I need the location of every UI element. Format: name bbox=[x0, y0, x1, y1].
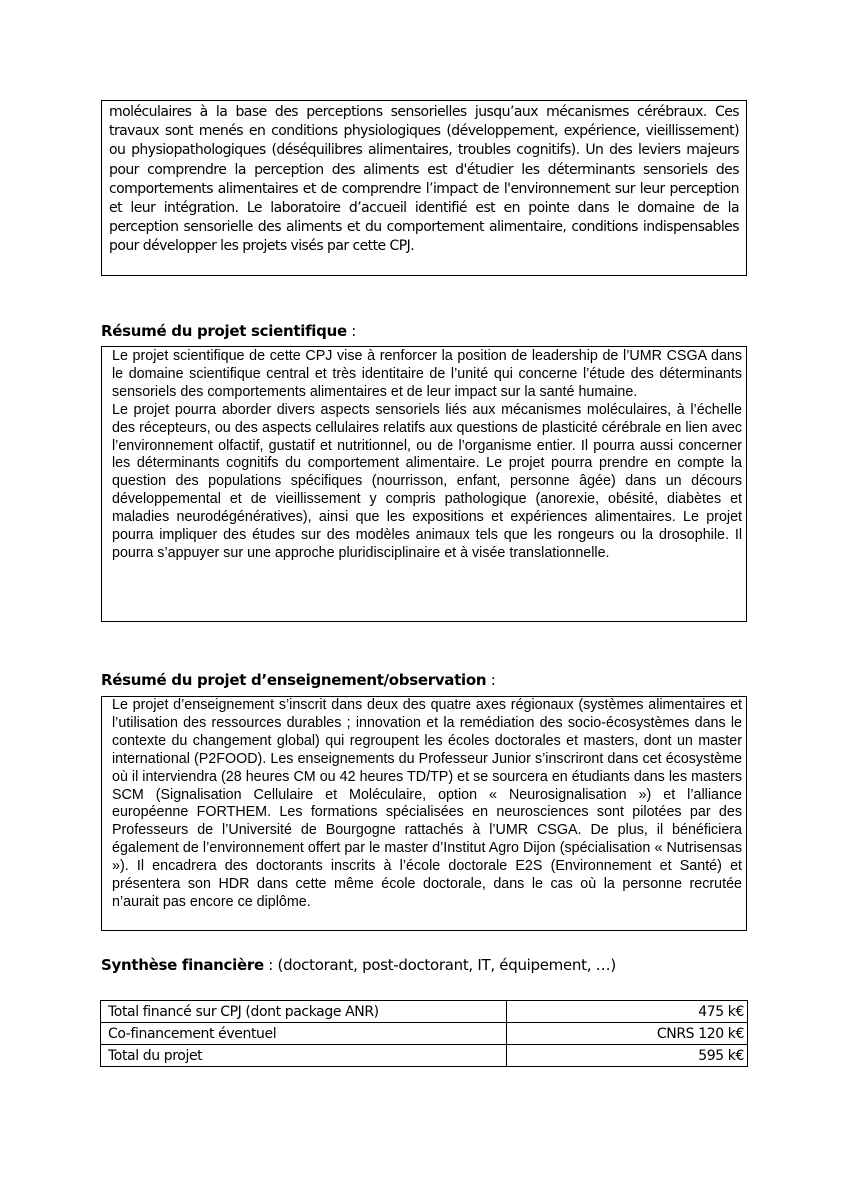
finance-heading-title: Synthèse financière bbox=[101, 956, 264, 974]
row-label: Co-financement éventuel bbox=[101, 1023, 507, 1045]
teaching-project-heading bbox=[101, 671, 495, 689]
row-value: 595 k€ bbox=[507, 1045, 748, 1067]
intro-paragraph: moléculaires à la base des perceptions sensorielles jusqu’aux mécanismes cérébraux. Ces travaux sont menés en conditions physiologiques (développement, expérience, vieillissement) ou physiopathologiques (déséquilibres alimentaires, troubles cognitifs). Un des leviers majeurs pour comprendre la perception des aliments est d'étudier les déterminants sensoriels des comportements alimentaires et de comprendre l’impact de l'environnement sur leur perception et leur intégration. Le laboratoire d’accueil identifié est en pointe dans le domaine de la perception sensorielle des aliments et du comportement alimentaire, conditions indispensables pour développer les projets visés par cette CPJ. bbox=[109, 104, 739, 255]
scientific-heading-title: Résumé du projet scientifique bbox=[101, 322, 347, 340]
row-value: 475 k€ bbox=[507, 1001, 748, 1023]
financial-synthesis-heading bbox=[101, 956, 616, 974]
teaching-summary-box bbox=[101, 696, 747, 931]
table-row bbox=[101, 1023, 748, 1045]
teaching-heading-title: Résumé du projet d’enseignement/observation bbox=[101, 671, 487, 689]
scientific-paragraph-1: Le projet scientifique de cette CPJ vise à renforcer la position de leadership de l’UMR CSGA dans le domaine scientifique central et très identitaire de l’unité qui concerne l’étude des déterminants sensoriels des comportements alimentaires et de leur impact sur la santé humaine. bbox=[112, 348, 742, 400]
teaching-heading-suffix: : bbox=[486, 671, 496, 689]
table-row bbox=[101, 1001, 748, 1023]
row-label: Total financé sur CPJ (dont package ANR) bbox=[101, 1001, 507, 1023]
scientific-summary-box bbox=[101, 346, 747, 622]
scientific-paragraph-2: Le projet pourra aborder divers aspects sensoriels liés aux mécanismes moléculaires, à l’échelle des récepteurs, ou des aspects cellulaires relatifs aux questions de plasticité cérébrale en lien avec l’environnement olfactif, gustatif et nutritionnel, ou de l’organisme entier. Il pourra aussi concerner les déterminants cognitifs du comportement alimentaire. Le projet pourra prendre en compte la question des populations spécifiques (nourrisson, enfant, personne âgée) dans un décours développemental et de vieillissement y compris pathologique (anorexie, obésité, diabètes et maladies neurodégénératives), ainsi que les expositions et expériences alimentaires. Le projet pourra impliquer des études sur des modèles animaux tels que les rongeurs ou la drosophile. Il pourra s’appuyer sur une approche pluridisciplinaire et à visée translationnelle. bbox=[112, 401, 742, 561]
intro-text-box bbox=[101, 100, 747, 276]
row-label: Total du projet bbox=[101, 1045, 507, 1067]
scientific-project-heading bbox=[101, 322, 356, 340]
row-value: CNRS 120 k€ bbox=[507, 1023, 748, 1045]
teaching-paragraph: Le projet d’enseignement s’inscrit dans deux des quatre axes régionaux (systèmes alimentaires et l’utilisation des ressources durables ; innovation et la remédiation des socio-écosystèmes dans le contexte du changement global) qui regroupent les écoles doctorales et masters, dont un master international (P2FOOD). Les enseignements du Professeur Junior s’inscriront dans cet écosystème où il interviendra (28 heures CM ou 42 heures TD/TP) et se sourcera en étudiants dans les masters SCM (Signalisation Cellulaire et Moléculaire, option « Neurosignalisation ») et l’alliance européenne FORTHEM. Les formations spécialisées en neurosciences sont pilotées par des Professeurs de l’Université de Bourgogne rattachés à l’UMR CSGA. De plus, il bénéficiera également de l’environnement offert par le master d’Institut Agro Dijon (spécialisation « Nutrisensas »). Il encadrera des doctorants inscrits à l’école doctorale E2S (Environnement et Santé) et présentera son HDR dans cette même école doctorale, dans le cas où la personne recrutée n’aurait pas encore ce diplôme. bbox=[112, 697, 742, 910]
financial-table bbox=[100, 1000, 748, 1067]
table-row bbox=[101, 1045, 748, 1067]
finance-heading-suffix: : (doctorant, post-doctorant, IT, équipement, …) bbox=[263, 956, 616, 974]
scientific-heading-suffix: : bbox=[346, 322, 357, 340]
